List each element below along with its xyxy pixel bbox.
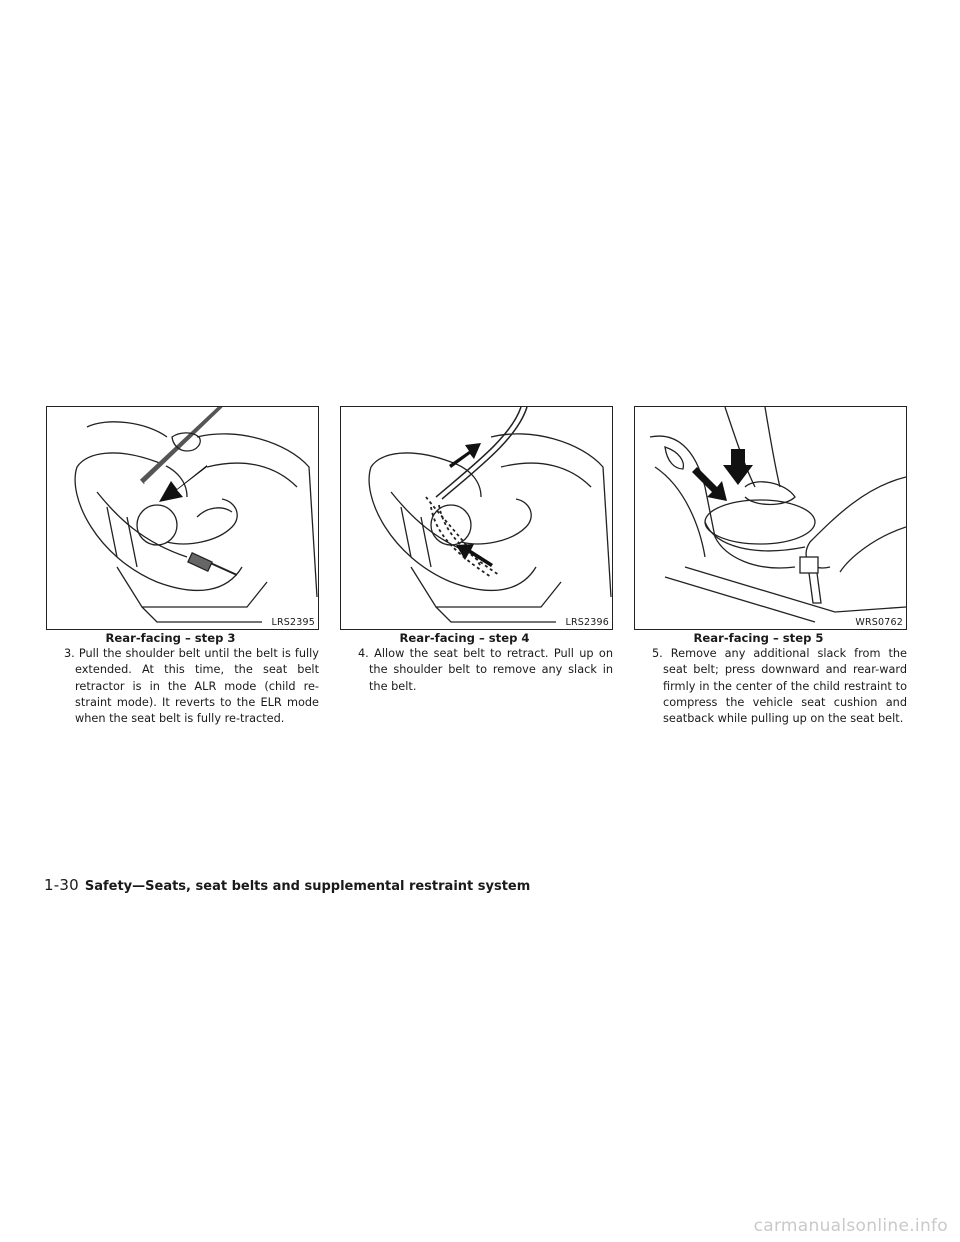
figure-code: WRS0762 [855, 617, 903, 628]
figure-caption: Rear-facing – step 5 [693, 631, 824, 645]
step-text: Allow the seat belt to retract. Pull up on the shoulder belt to remove any slack in the belt. [369, 647, 614, 693]
step-text: Pull the shoulder belt until the belt is fully extended. At this time, the seat belt retractor is in the ALR mode (child re-straint mode). It reverts to the ELR mode when the seat belt is fully re-tracted. [75, 647, 319, 726]
child-seat-illustration [341, 407, 612, 629]
figure-code: LRS2396 [565, 617, 609, 628]
figure-step-4 [340, 406, 613, 630]
child-seat-illustration [635, 407, 906, 629]
child-seat-illustration [47, 407, 318, 629]
step-3-section [46, 406, 319, 727]
step-instruction [340, 646, 613, 695]
figure-caption: Rear-facing – step 3 [105, 631, 236, 645]
watermark: carmanualsonline.info [753, 1216, 948, 1236]
step-number: 5. [652, 647, 663, 660]
figure-caption: Rear-facing – step 4 [399, 631, 530, 645]
step-instruction [634, 646, 907, 727]
figure-step-5 [634, 406, 907, 630]
step-number: 3. [64, 647, 75, 660]
step-instruction [46, 646, 319, 727]
page-number: 1-30 [44, 876, 79, 894]
section-title: Safety—Seats, seat belts and supplemental restraint system [84, 879, 531, 894]
step-number: 4. [358, 647, 369, 660]
figure-code: LRS2395 [271, 617, 315, 628]
step-text: Remove any additional slack from the seat belt; press downward and rear-ward firmly in the center of the child restraint to compress the vehicle seat cushion and seatback while pulling up on the seat belt. [663, 647, 907, 726]
step-4-section [340, 406, 613, 695]
figure-step-3 [46, 406, 319, 630]
page-footer [44, 876, 530, 894]
step-5-section [634, 406, 907, 727]
